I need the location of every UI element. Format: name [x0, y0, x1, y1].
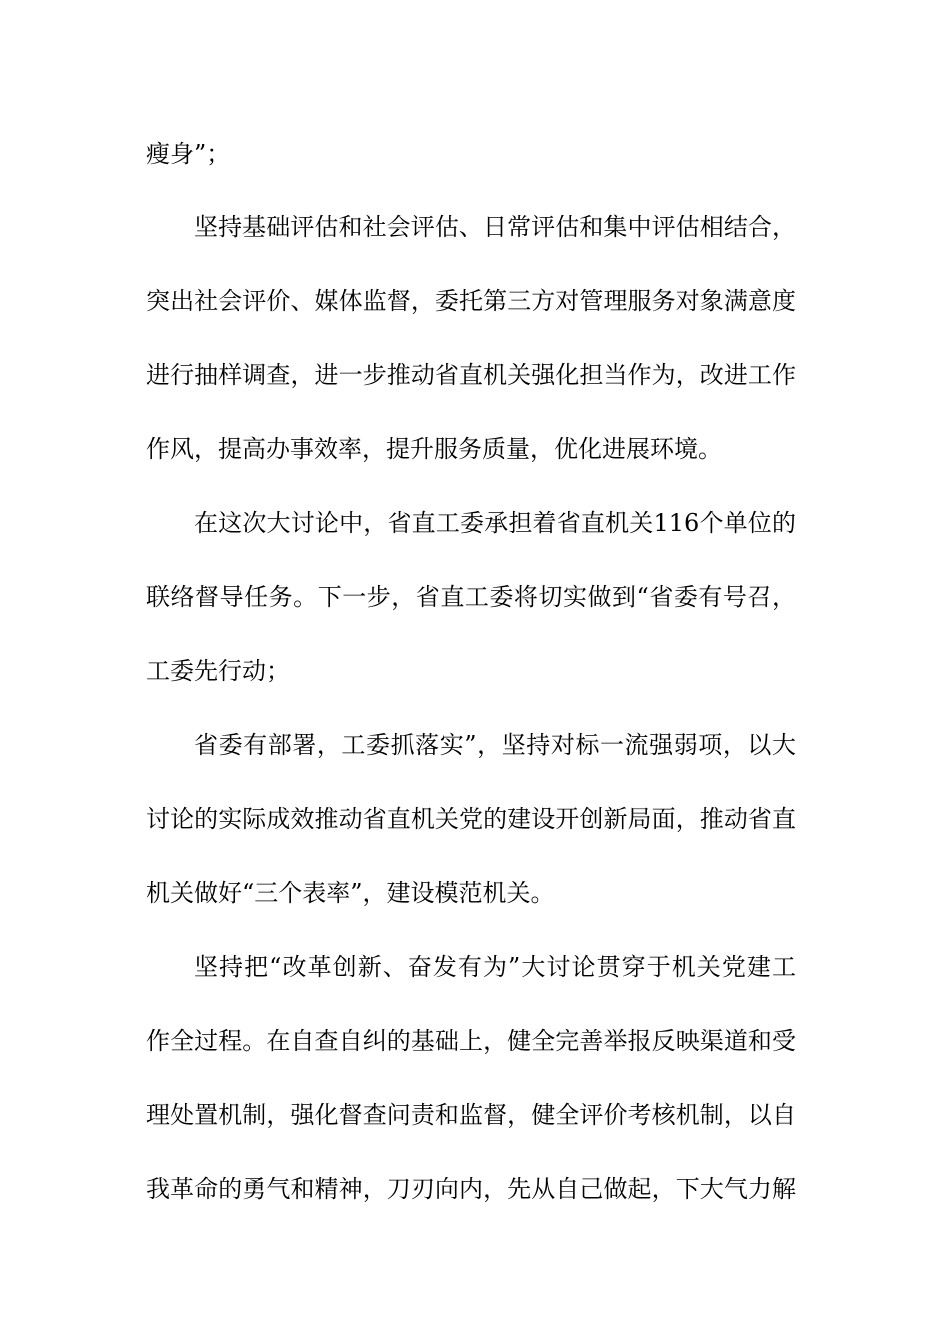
text-line-15: 我革命的勇气和精神，刀刃向内，先从自己做起，下大气力解 — [146, 1175, 796, 1203]
text-line-13: 作全过程。在自查自纠的基础上，健全完善举报反映渠道和受 — [146, 1027, 796, 1055]
text-line-5: 作风，提高办事效率，提升服务质量，优化进展环境。 — [146, 435, 722, 463]
text-line-8: 工委先行动； — [146, 657, 290, 685]
text-line-12: 坚持把“改革创新、奋发有为”大讨论贯穿于机关党建工 — [194, 953, 796, 981]
text-line-7: 联络督导任务。下一步，省直工委将切实做到“省委有号召， — [146, 583, 796, 611]
text-line-10: 讨论的实际成效推动省直机关党的建设开创新局面，推动省直 — [146, 805, 796, 833]
text-line-2: 坚持基础评估和社会评估、日常评估和集中评估相结合， — [194, 213, 796, 241]
text-line-11: 机关做好“三个表率”，建设模范机关。 — [146, 879, 555, 907]
text-line-14: 理处置机制，强化督查问责和监督，健全评价考核机制，以自 — [146, 1101, 796, 1129]
text-line-9: 省委有部署，工委抓落实”，坚持对标一流强弱项，以大 — [194, 731, 796, 759]
text-line-3: 突出社会评价、媒体监督，委托第三方对管理服务对象满意度 — [146, 287, 796, 315]
text-line-1: 瘦身”； — [146, 140, 231, 168]
text-line-6: 在这次大讨论中，省直工委承担着省直机关116个单位的 — [194, 509, 796, 537]
text-line-4: 进行抽样调查，进一步推动省直机关强化担当作为，改进工作 — [146, 361, 796, 389]
